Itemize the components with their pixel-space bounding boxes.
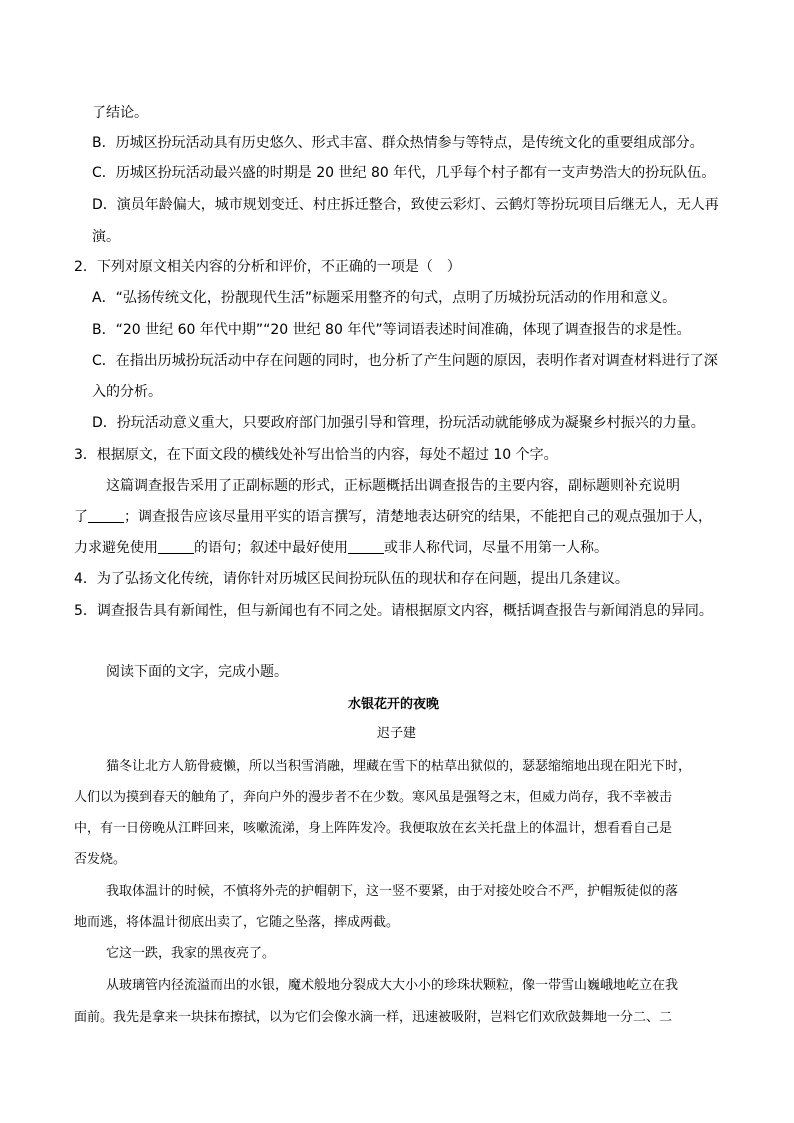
answer-blank[interactable] — [88, 508, 124, 523]
q3-text: 力求避免使用 — [74, 540, 158, 556]
q2-option-d: D．扮玩活动意义重大，只要政府部门加强引导和管理，扮玩活动就能够成为凝聚乡村振兴的力量。 — [92, 415, 705, 431]
passage-p4-line-2: 面前。我先是拿来一块抹布擦拭，以为它们会像水滴一样，迅速被吸附，岂料它们欢欣鼓舞地一分二、二 — [74, 1010, 673, 1025]
q4-stem: 4．为了弘扬文化传统，请你针对历城区民间扮玩队伍的现状和存在问题，提出几条建议。 — [74, 571, 629, 587]
passage-author: 迟子建 — [377, 726, 417, 741]
q3-paragraph-line-2 — [74, 507, 712, 527]
q1-option-d: D．演员年龄偏大，城市规划变迁、村庄拆迁整合，致使云彩灯、云鹤灯等扮玩项目后继无人，无人再 — [92, 197, 719, 213]
q2-option-b: B．“20 世纪 60 年代中期”“20 世纪 80 年代”等词语表述时间准确，体现了调查报告的求是性。 — [92, 322, 691, 338]
q2-option-c: C．在指出历城扮玩活动中存在问题的同时，也分析了产生问题的原因，表明作者对调查材料进行了深 — [92, 353, 718, 369]
q3-text: 了 — [74, 509, 88, 525]
passage-p1-line-1: 猫冬让北方人筋骨疲懒，所以当积雪消融，埋藏在雪下的枯草出狱似的，瑟瑟缩缩地出现在阳光下时， — [106, 759, 692, 774]
passage-p2-line-1: 我取体温计的时候，不慎将外壳的护帽朝下，这一竖不要紧，由于对接处咬合不严，护帽叛徒似的落 — [106, 884, 679, 899]
q2-stem: 2．下列对原文相关内容的分析和评价，不正确的一项是（ ） — [74, 259, 461, 275]
q3-stem: 3．根据原文，在下面文段的横线处补写出恰当的内容，每处不超过 10 个字。 — [74, 447, 558, 463]
q3-paragraph-line-1: 这篇调查报告采用了正副标题的形式，正标题概括出调查报告的主要内容，副标题则补充说明 — [106, 478, 680, 494]
q1-option-c: C．历城区扮玩活动最兴盛的时期是 20 世纪 80 年代，几乎每个村子都有一支声势浩大的扮玩队伍。 — [92, 165, 716, 181]
q3-text: ；调查报告应该尽量用平实的语言撰写，清楚地表达研究的结果，不能把自己的观点强加于人， — [124, 509, 712, 525]
passage-p1-line-4: 否发烧。 — [74, 852, 127, 867]
q2-option-c-continued: 入的分析。 — [92, 384, 162, 400]
passage-p1-line-3: 中，有一日傍晚从江畔回来，咳嗽流涕，身上阵阵发冷。我便取放在玄关托盘上的体温计，想看看自己是 — [74, 821, 673, 836]
passage-p2-line-2: 地而逃，将体温计彻底出卖了，它随之坠落，摔成两截。 — [74, 915, 400, 930]
passage-p4-line-1: 从玻璃管内径流溢而出的水银，魔术般地分裂成大大小小的珍珠状颗粒，像一带雪山巍峨地屹立在我 — [106, 978, 679, 993]
q5-stem: 5．调查报告具有新闻性，但与新闻也有不同之处。请根据原文内容，概括调查报告与新闻消息的异同。 — [74, 603, 713, 619]
q2-option-a: A．“弘扬传统文化，扮靓现代生活”标题采用整齐的句式，点明了历城扮玩活动的作用和意义。 — [92, 290, 677, 306]
answer-blank[interactable] — [158, 539, 194, 554]
answer-blank[interactable] — [348, 539, 384, 554]
q1-conclusion-line: 了结论。 — [92, 105, 148, 121]
passage-title: 水银花开的夜晚 — [348, 697, 440, 712]
passage-p1-line-2: 人们以为摸到春天的触角了，奔向户外的漫步者不在少数。寒风虽是强弩之末，但威力尚存，我不幸被击 — [74, 790, 673, 805]
q3-paragraph-line-3 — [74, 538, 608, 558]
passage-p3: 它这一跌，我家的黑夜亮了。 — [106, 946, 276, 961]
q1-option-b: B．历城区扮玩活动具有历史悠久、形式丰富、群众热情参与等特点，是传统文化的重要组成部分。 — [92, 135, 704, 151]
reading-instruction: 阅读下面的文字，完成小题。 — [106, 664, 288, 680]
q3-text: 或非人称代词，尽量不用第一人称。 — [384, 540, 608, 556]
q1-option-d-continued: 演。 — [92, 229, 120, 245]
q3-text: 的语句；叙述中最好使用 — [194, 540, 348, 556]
